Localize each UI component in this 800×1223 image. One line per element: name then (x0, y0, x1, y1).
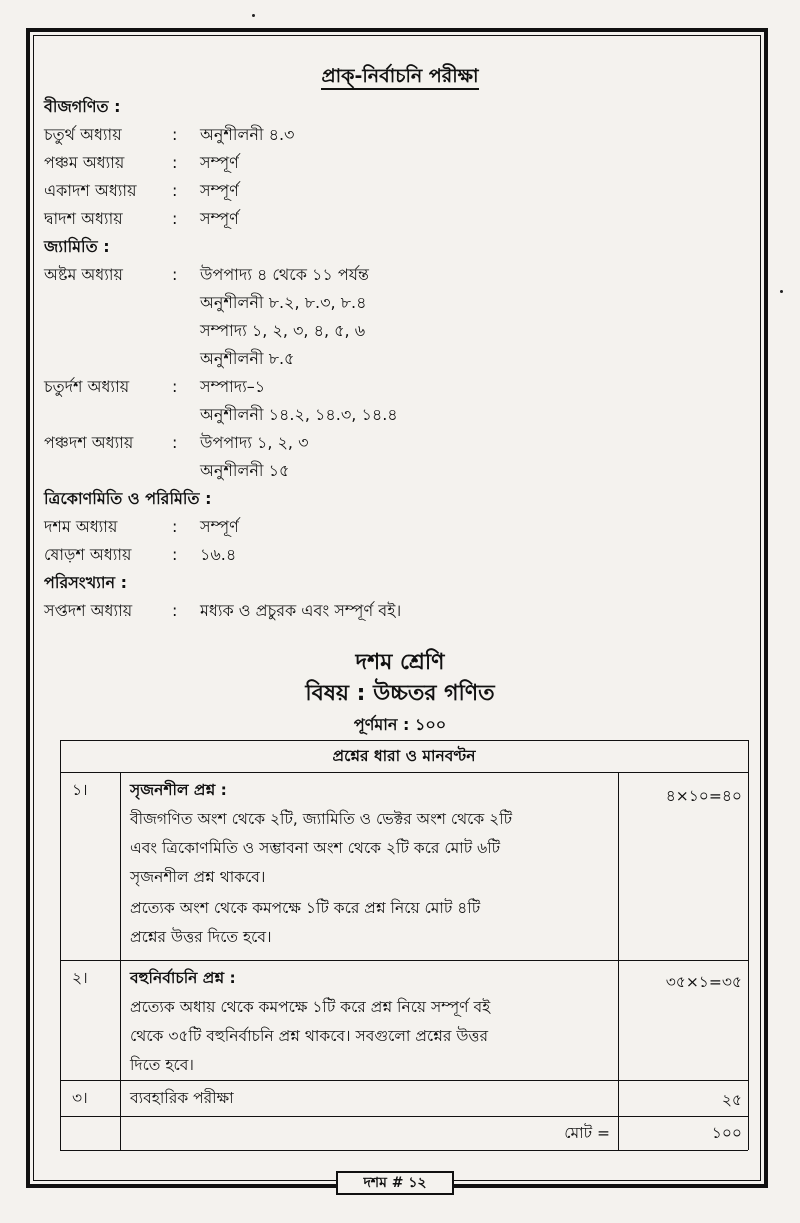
class-title: দশম শ্রেণি (355, 650, 445, 675)
chapter-content: অনুশীলনী ১৫ (200, 461, 290, 480)
chapter-content: সম্পূর্ণ (200, 153, 239, 172)
row-marks: ২৫ (721, 1091, 742, 1109)
question-description: থেকে ৩৫টি বহুনির্বাচনি প্রশ্ন থাকবে। সবগুলো প্রশ্নের উত্তর (130, 1027, 489, 1045)
full-marks: পূর্ণমান : ১০০ (353, 715, 447, 734)
geometry-heading: জ্যামিতি : (44, 237, 110, 256)
subject-title: বিষয় : উচ্চতর গণিত (305, 681, 495, 706)
chapter-label: পঞ্চম অধ্যায় (44, 153, 125, 172)
syllabus-row: দ্বাদশ অধ্যায় : সম্পূর্ণ (44, 206, 239, 233)
syllabus-row: পঞ্চম অধ্যায় : সম্পূর্ণ (44, 150, 239, 177)
total-label: মোট = (564, 1124, 610, 1142)
chapter-content: উপপাদ্য ১, ২, ৩ (200, 433, 309, 452)
chapter-label: অষ্টম অধ্যায় (44, 265, 123, 284)
table-border (60, 960, 748, 961)
row-number: ২। (72, 969, 88, 987)
question-description: প্রশ্নের উত্তর দিতে হবে। (130, 928, 272, 946)
chapter-content: উপপাদ্য ৪ থেকে ১১ পর্যন্ত (200, 265, 369, 284)
chapter-label: সপ্তদশ অধ্যায় (44, 601, 133, 620)
chapter-content: অনুশীলনী ৮.৫ (200, 349, 295, 368)
row-marks: ৩৫×১=৩৫ (665, 973, 742, 991)
page-title: প্রাক্-নির্বাচনি পরীক্ষা (0, 62, 800, 94)
table-border (748, 740, 749, 1150)
table-border (60, 740, 748, 741)
syllabus-row: অষ্টম অধ্যায় : উপপাদ্য ৪ থেকে ১১ পর্যন্ত (44, 262, 369, 289)
row-number: ৩। (72, 1089, 88, 1107)
syllabus-row: সপ্তদশ অধ্যায় : মধ্যক ও প্রচুরক এবং সম্পূর্ণ বই। (44, 598, 401, 625)
question-description: সৃজনশীল প্রশ্ন থাকবে। (130, 868, 266, 886)
chapter-label: দশম অধ্যায় (44, 517, 118, 536)
row-number: ১। (72, 781, 88, 799)
syllabus-row: দশম অধ্যায় : সম্পূর্ণ (44, 514, 239, 541)
table-border (60, 1150, 748, 1151)
trig-heading: ত্রিকোণমিতি ও পরিমিতি : (44, 489, 212, 508)
question-description: বীজগণিত অংশ থেকে ২টি, জ্যামিতি ও ভেক্টর অংশ থেকে ২টি (130, 810, 513, 828)
syllabus-row: চতুর্থ অধ্যায় : অনুশীলনী ৪.৩ (44, 122, 294, 149)
chapter-content: মধ্যক ও প্রচুরক এবং সম্পূর্ণ বই। (200, 601, 402, 620)
table-border (60, 772, 748, 773)
table-border (120, 772, 121, 1150)
chapter-content: সম্পাদ্য–১ (200, 377, 266, 396)
row-marks: ৪×১০=৪০ (665, 787, 742, 805)
chapter-content: সম্পূর্ণ (200, 209, 239, 228)
question-description: প্রত্যেক অংশ থেকে কমপক্ষে ১টি করে প্রশ্ন নিয়ে মোট ৪টি (130, 899, 481, 917)
chapter-label: চতুর্থ অধ্যায় (44, 125, 122, 144)
chapter-label: একাদশ অধ্যায় (44, 181, 137, 200)
syllabus-row: একাদশ অধ্যায় : সম্পূর্ণ (44, 178, 239, 205)
chapter-label: পঞ্চদশ অধ্যায় (44, 433, 134, 452)
syllabus-row: পঞ্চদশ অধ্যায় : উপপাদ্য ১, ২, ৩ (44, 430, 309, 457)
algebra-heading: বীজগণিত : (44, 97, 121, 116)
syllabus-row: চতুর্দশ অধ্যায় : সম্পাদ্য–১ (44, 374, 265, 401)
chapter-content: সম্পূর্ণ (200, 181, 239, 200)
chapter-content: অনুশীলনী ১৪.২, ১৪.৩, ১৪.৪ (200, 405, 398, 424)
question-type: সৃজনশীল প্রশ্ন : (130, 781, 227, 799)
syllabus-row: ষোড়শ অধ্যায় : ১৬.৪ (44, 542, 236, 569)
question-type: ব্যবহারিক পরীক্ষা (130, 1089, 234, 1107)
question-type: বহুনির্বাচনি প্রশ্ন : (130, 969, 236, 987)
print-speck (252, 14, 255, 17)
chapter-content: ১৬.৪ (200, 545, 237, 564)
page-number-badge: দশম # ১২ (336, 1171, 454, 1195)
chapter-content: অনুশীলনী ৮.২, ৮.৩, ৮.৪ (200, 293, 367, 312)
chapter-label: চতুর্দশ অধ্যায় (44, 377, 130, 396)
chapter-label: ষোড়শ অধ্যায় (44, 545, 132, 564)
table-border (60, 1080, 748, 1081)
chapter-label: দ্বাদশ অধ্যায় (44, 209, 123, 228)
question-description: দিতে হবে। (130, 1056, 194, 1074)
question-description: এবং ত্রিকোণমিতি ও সম্ভাবনা অংশ থেকে ২টি করে মোট ৬টি (130, 839, 501, 857)
table-border (60, 740, 61, 1150)
stats-heading: পরিসংখ্যান : (44, 573, 128, 592)
total-value: ১০০ (711, 1124, 742, 1142)
chapter-content: সম্পাদ্য ১, ২, ৩, ৪, ৫, ৬ (200, 321, 366, 340)
table-border (60, 1116, 748, 1117)
chapter-content: অনুশীলনী ৪.৩ (200, 125, 295, 144)
question-description: প্রত্যেক অধায় থেকে কমপক্ষে ১টি করে প্রশ্ন নিয়ে সম্পূর্ণ বই (130, 998, 491, 1016)
print-speck (780, 290, 783, 293)
chapter-content: সম্পূর্ণ (200, 517, 239, 536)
marks-table (60, 740, 748, 1150)
table-header: প্রশ্নের ধারা ও মানবণ্টন (332, 747, 476, 765)
